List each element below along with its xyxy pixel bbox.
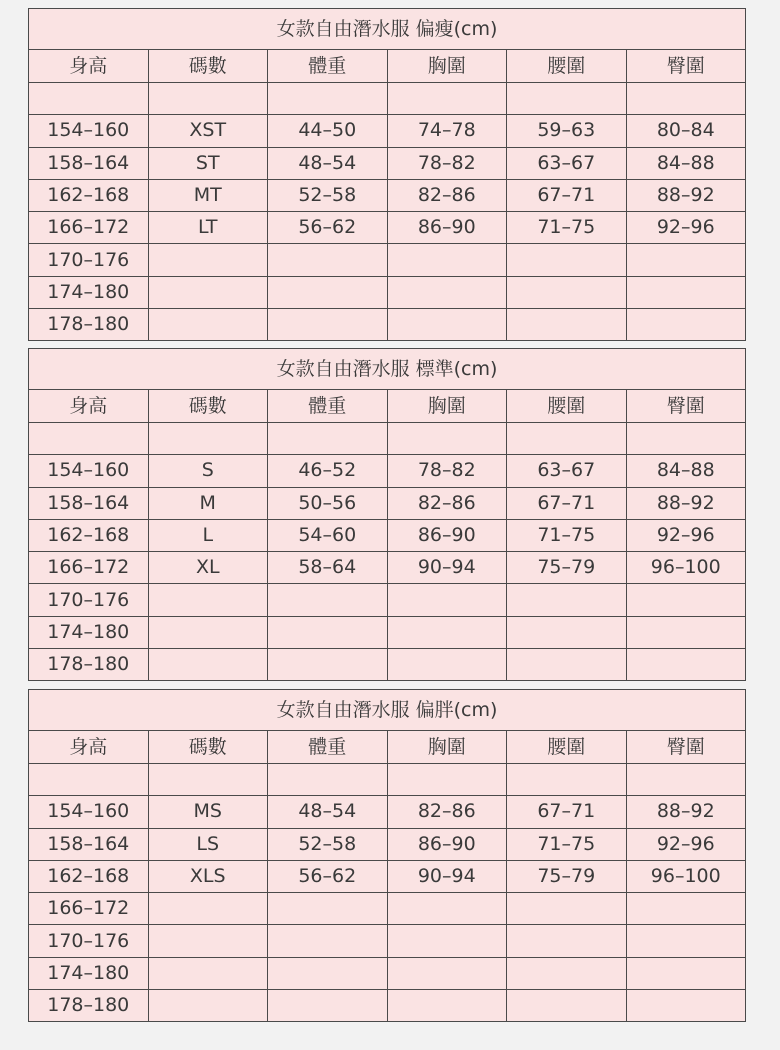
cell-height: 162–168 [29, 860, 149, 892]
cell-weight: 46–52 [268, 455, 388, 487]
cell-weight [268, 893, 388, 925]
cell-waist [507, 764, 627, 796]
cell-size: MT [148, 179, 268, 211]
cell-weight: 48–54 [268, 147, 388, 179]
table-header-row [29, 731, 746, 764]
table-title: 女款自由潛水服 偏瘦(cm) [29, 9, 746, 50]
column-header-weight: 體重 [268, 390, 388, 423]
cell-weight: 54–60 [268, 519, 388, 551]
cell-hip [626, 925, 746, 957]
cell-weight: 52–58 [268, 179, 388, 211]
cell-hip [626, 649, 746, 681]
column-header-bust: 胸圍 [387, 50, 507, 83]
cell-waist: 63–67 [507, 455, 627, 487]
table-row [29, 616, 746, 648]
cell-bust: 90–94 [387, 860, 507, 892]
cell-height: 174–180 [29, 957, 149, 989]
cell-waist [507, 309, 627, 341]
cell-height: 158–164 [29, 487, 149, 519]
cell-waist: 59–63 [507, 115, 627, 147]
cell-height [29, 83, 149, 115]
cell-weight [268, 309, 388, 341]
cell-hip: 92–96 [626, 828, 746, 860]
cell-bust [387, 423, 507, 455]
table-row [29, 83, 746, 115]
table-row [29, 309, 746, 341]
column-header-waist: 腰圍 [507, 731, 627, 764]
table-title-row [29, 349, 746, 390]
cell-hip [626, 244, 746, 276]
cell-size: LS [148, 828, 268, 860]
table-row [29, 179, 746, 211]
cell-height: 154–160 [29, 115, 149, 147]
cell-height: 170–176 [29, 584, 149, 616]
cell-size: S [148, 455, 268, 487]
cell-bust [387, 893, 507, 925]
cell-weight: 56–62 [268, 860, 388, 892]
cell-bust [387, 957, 507, 989]
cell-height: 166–172 [29, 893, 149, 925]
cell-hip: 80–84 [626, 115, 746, 147]
cell-hip: 96–100 [626, 552, 746, 584]
cell-bust: 82–86 [387, 796, 507, 828]
cell-waist: 67–71 [507, 796, 627, 828]
cell-weight: 50–56 [268, 487, 388, 519]
cell-size [148, 309, 268, 341]
cell-height: 178–180 [29, 649, 149, 681]
table-row [29, 423, 746, 455]
cell-weight: 48–54 [268, 796, 388, 828]
cell-hip: 88–92 [626, 487, 746, 519]
cell-height: 174–180 [29, 276, 149, 308]
cell-weight: 56–62 [268, 212, 388, 244]
cell-height: 170–176 [29, 244, 149, 276]
cell-height: 158–164 [29, 828, 149, 860]
cell-size [148, 925, 268, 957]
table-row [29, 147, 746, 179]
table-row [29, 584, 746, 616]
table-row [29, 244, 746, 276]
cell-weight [268, 764, 388, 796]
column-header-weight: 體重 [268, 731, 388, 764]
cell-bust [387, 616, 507, 648]
cell-bust [387, 764, 507, 796]
cell-bust [387, 309, 507, 341]
cell-bust [387, 584, 507, 616]
cell-size [148, 244, 268, 276]
size-table-plus [28, 689, 746, 1022]
cell-height: 178–180 [29, 990, 149, 1022]
cell-hip [626, 893, 746, 925]
cell-bust: 82–86 [387, 487, 507, 519]
column-header-height: 身高 [29, 390, 149, 423]
cell-waist [507, 893, 627, 925]
cell-weight [268, 584, 388, 616]
table-title: 女款自由潛水服 偏胖(cm) [29, 690, 746, 731]
cell-size [148, 616, 268, 648]
cell-bust [387, 990, 507, 1022]
column-header-waist: 腰圍 [507, 390, 627, 423]
cell-height [29, 764, 149, 796]
cell-size: XLS [148, 860, 268, 892]
cell-waist: 71–75 [507, 828, 627, 860]
cell-size: MS [148, 796, 268, 828]
cell-size: XST [148, 115, 268, 147]
table-row [29, 276, 746, 308]
cell-height: 162–168 [29, 179, 149, 211]
cell-hip: 88–92 [626, 179, 746, 211]
cell-height [29, 423, 149, 455]
cell-waist [507, 649, 627, 681]
cell-waist: 75–79 [507, 552, 627, 584]
cell-size [148, 957, 268, 989]
cell-size [148, 584, 268, 616]
cell-waist: 75–79 [507, 860, 627, 892]
table-row [29, 487, 746, 519]
cell-weight [268, 616, 388, 648]
cell-waist: 71–75 [507, 212, 627, 244]
cell-height: 178–180 [29, 309, 149, 341]
cell-bust: 86–90 [387, 828, 507, 860]
cell-weight [268, 244, 388, 276]
table-row [29, 990, 746, 1022]
cell-size: XL [148, 552, 268, 584]
cell-hip [626, 83, 746, 115]
cell-waist: 67–71 [507, 487, 627, 519]
cell-hip [626, 276, 746, 308]
cell-size [148, 276, 268, 308]
cell-weight: 52–58 [268, 828, 388, 860]
cell-hip [626, 957, 746, 989]
cell-waist [507, 616, 627, 648]
cell-waist: 67–71 [507, 179, 627, 211]
table-row [29, 455, 746, 487]
cell-weight [268, 423, 388, 455]
column-header-waist: 腰圍 [507, 50, 627, 83]
cell-size [148, 649, 268, 681]
table-row [29, 212, 746, 244]
cell-hip: 96–100 [626, 860, 746, 892]
cell-weight [268, 957, 388, 989]
cell-height: 162–168 [29, 519, 149, 551]
cell-bust: 86–90 [387, 519, 507, 551]
cell-bust [387, 83, 507, 115]
table-row [29, 828, 746, 860]
cell-hip [626, 423, 746, 455]
cell-height: 166–172 [29, 212, 149, 244]
cell-hip: 88–92 [626, 796, 746, 828]
column-header-hip: 臀圍 [626, 390, 746, 423]
table-title-row [29, 690, 746, 731]
cell-bust: 78–82 [387, 455, 507, 487]
column-header-height: 身高 [29, 50, 149, 83]
table-row [29, 552, 746, 584]
column-header-hip: 臀圍 [626, 731, 746, 764]
cell-weight [268, 276, 388, 308]
cell-hip [626, 764, 746, 796]
cell-height: 154–160 [29, 455, 149, 487]
cell-weight [268, 83, 388, 115]
cell-size [148, 764, 268, 796]
cell-weight: 44–50 [268, 115, 388, 147]
size-table-slim [28, 8, 746, 341]
cell-size [148, 423, 268, 455]
cell-weight [268, 990, 388, 1022]
cell-hip: 92–96 [626, 519, 746, 551]
cell-waist: 63–67 [507, 147, 627, 179]
cell-bust: 82–86 [387, 179, 507, 211]
table-row [29, 519, 746, 551]
cell-height: 166–172 [29, 552, 149, 584]
cell-waist [507, 423, 627, 455]
cell-size: LT [148, 212, 268, 244]
cell-bust: 86–90 [387, 212, 507, 244]
cell-hip [626, 309, 746, 341]
table-row [29, 796, 746, 828]
cell-hip [626, 990, 746, 1022]
cell-size [148, 990, 268, 1022]
cell-height: 158–164 [29, 147, 149, 179]
table-row [29, 764, 746, 796]
cell-hip [626, 584, 746, 616]
cell-waist [507, 584, 627, 616]
cell-waist [507, 990, 627, 1022]
table-row [29, 957, 746, 989]
cell-bust: 78–82 [387, 147, 507, 179]
column-header-hip: 臀圍 [626, 50, 746, 83]
table-row [29, 115, 746, 147]
table-title-row [29, 9, 746, 50]
cell-waist [507, 276, 627, 308]
cell-hip [626, 616, 746, 648]
cell-bust [387, 925, 507, 957]
cell-bust [387, 244, 507, 276]
column-header-size: 碼數 [148, 50, 268, 83]
column-header-size: 碼數 [148, 731, 268, 764]
cell-weight [268, 925, 388, 957]
table-row [29, 893, 746, 925]
cell-bust [387, 649, 507, 681]
column-header-height: 身高 [29, 731, 149, 764]
cell-size [148, 83, 268, 115]
cell-size: L [148, 519, 268, 551]
cell-size [148, 893, 268, 925]
cell-weight [268, 649, 388, 681]
cell-hip: 92–96 [626, 212, 746, 244]
cell-bust: 90–94 [387, 552, 507, 584]
table-row [29, 925, 746, 957]
cell-size: M [148, 487, 268, 519]
table-header-row [29, 50, 746, 83]
cell-bust [387, 276, 507, 308]
cell-hip: 84–88 [626, 147, 746, 179]
cell-height: 174–180 [29, 616, 149, 648]
cell-waist: 71–75 [507, 519, 627, 551]
cell-waist [507, 244, 627, 276]
cell-waist [507, 957, 627, 989]
column-header-bust: 胸圍 [387, 390, 507, 423]
cell-size: ST [148, 147, 268, 179]
size-table-standard [28, 348, 746, 681]
cell-weight: 58–64 [268, 552, 388, 584]
column-header-bust: 胸圍 [387, 731, 507, 764]
cell-height: 170–176 [29, 925, 149, 957]
column-header-size: 碼數 [148, 390, 268, 423]
table-row [29, 649, 746, 681]
cell-height: 154–160 [29, 796, 149, 828]
cell-waist [507, 83, 627, 115]
cell-waist [507, 925, 627, 957]
column-header-weight: 體重 [268, 50, 388, 83]
cell-bust: 74–78 [387, 115, 507, 147]
table-title: 女款自由潛水服 標準(cm) [29, 349, 746, 390]
table-header-row [29, 390, 746, 423]
cell-hip: 84–88 [626, 455, 746, 487]
table-row [29, 860, 746, 892]
